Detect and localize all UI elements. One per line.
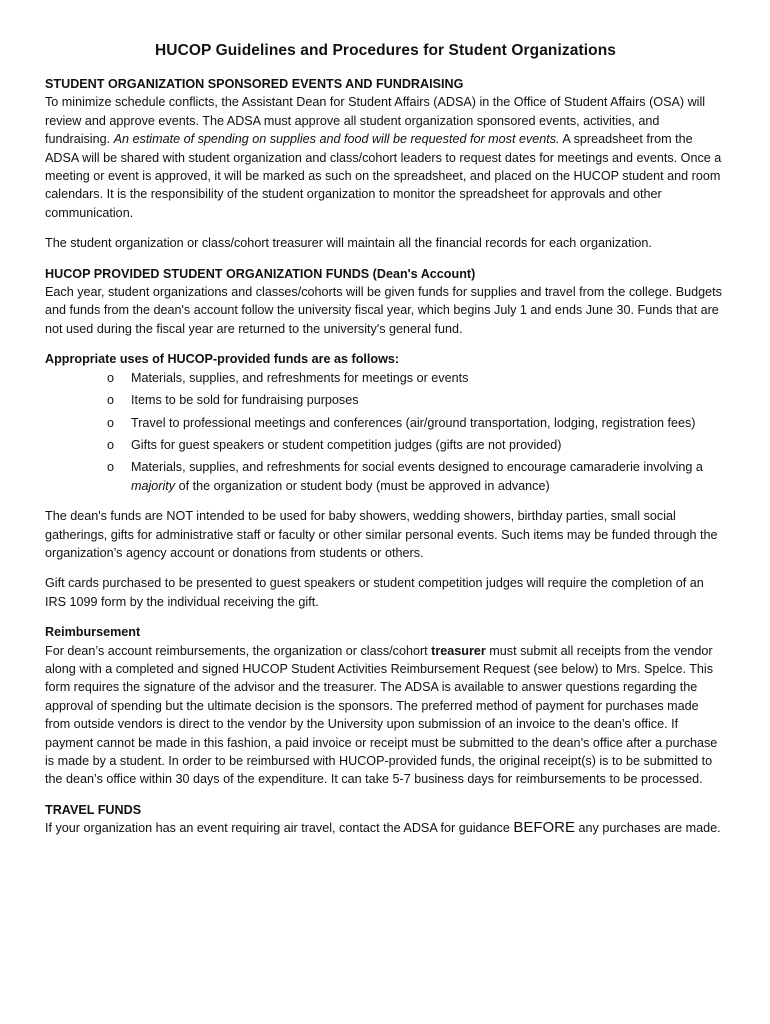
reimbursement-paragraph: For dean’s account reimbursements, the organization or class/cohort treasurer must submit all receipts from the vendor along with a completed and signed HUCOP Student Activities Reimbursement Request (see below) to Mrs. Spelce. This form requires the signature of the advisor and the treasurer. The ADSA is available to answer questions regarding the approval of spending but the ultimate decision is the sponsors. The preferred method of payment for purchases made from outside vendors is direct to the vendor by the University upon submission of an invoice to the dean’s office. If payment cannot be made in this fashion, a paid invoice or receipt must be submitted to the dean’s office after a purchase is made by a student. In order to be reimbursed with HUCOP-provided funds, the original receipt(s) is to be submitted to the dean’s office within 30 days of the expenditure. It can take 5-7 business days for reimbursements to be processed.: [45, 643, 718, 787]
funds-paragraph: Each year, student organizations and classes/cohorts will be given funds for supplies and travel from the college. Budgets and funds from the dean's account follow the university fiscal year, which begins July 1 and ends June 30. Funds that are not used during the fiscal year are returned to the university's general fund.: [45, 285, 722, 336]
list-item: o Materials, supplies, and refreshments for meetings or events: [107, 369, 726, 387]
uses-heading: Appropriate uses of HUCOP-provided funds are as follows:: [45, 352, 400, 367]
treasurer-bold: treasurer: [431, 643, 486, 658]
travel-heading: TRAVEL FUNDS: [45, 802, 142, 817]
events-paragraph: [45, 93, 726, 222]
treasurer-paragraph: The student organization or class/cohort treasurer will maintain all the financial records for each organization.: [45, 236, 652, 251]
list-item: o Materials, supplies, and refreshments for social events designed to encourage camaraderie involving a majority of the organization or student body (must be approved in advance): [107, 460, 703, 493]
section-heading-events: STUDENT ORGANIZATION SPONSORED EVENTS AND FUNDRAISING: [45, 77, 464, 91]
document-title: HUCOP Guidelines and Procedures for Student Organizations: [154, 42, 616, 59]
before-emphasis: BEFORE: [513, 819, 576, 837]
list-item: o Gifts for guest speakers or student competition judges (gifts are not provided): [107, 436, 726, 454]
bullet-glyph: o: [107, 437, 115, 452]
events-text-b: A spreadsheet from the ADSA will be shared with student organization and class/cohort leaders to request dates for meetings and events. Once a meeting or event is approved, it will be marked as such on the spreadsheet, and placed on the HUCOP student and room calendars. It is the responsibility of the student organization to monitor the spreadsheet for approvals and other communication.: [45, 132, 722, 220]
travel-paragraph: If your organization has an event requiring air travel, contact the ADSA for guidance BEFORE any purchases are made.: [45, 819, 721, 837]
bullet-glyph: o: [107, 415, 115, 430]
document-body: [45, 75, 726, 838]
uses-list: [45, 369, 726, 495]
list-item: o Items to be sold for fundraising purposes: [107, 391, 726, 409]
events-text-a: To minimize schedule conflicts, the Assistant Dean for Student Affairs (ADSA) in the Office of Student Affairs (OSA) will review and approve events. The ADSA must approve all student organization sponsored events, activities, and fundraising.: [45, 95, 706, 147]
bullet-glyph: o: [107, 393, 115, 408]
reimbursement-heading: Reimbursement: [45, 625, 141, 640]
not-intended-paragraph: The dean's funds are NOT intended to be used for baby showers, wedding showers, birthday parties, small social gatherings, gifts for administrative staff or faculty or other similar personal events. Such items may be funded through the organization’s agency account or donations from students or others.: [45, 509, 718, 560]
events-text-emphasis: An estimate of spending on supplies and food will be requested for most events.: [113, 132, 560, 147]
gift-cards-paragraph: Gift cards purchased to be presented to guest speakers or student competition judges will require the completion of an IRS 1099 form by the individual receiving the gift.: [45, 576, 704, 609]
bullet-glyph: o: [107, 370, 115, 385]
section-heading-funds: HUCOP PROVIDED STUDENT ORGANIZATION FUNDS (Dean's Account): [45, 266, 476, 281]
list-item: o Travel to professional meetings and conferences (air/ground transportation, lodging, registration fees): [107, 414, 726, 432]
bullet-glyph: o: [107, 460, 115, 475]
